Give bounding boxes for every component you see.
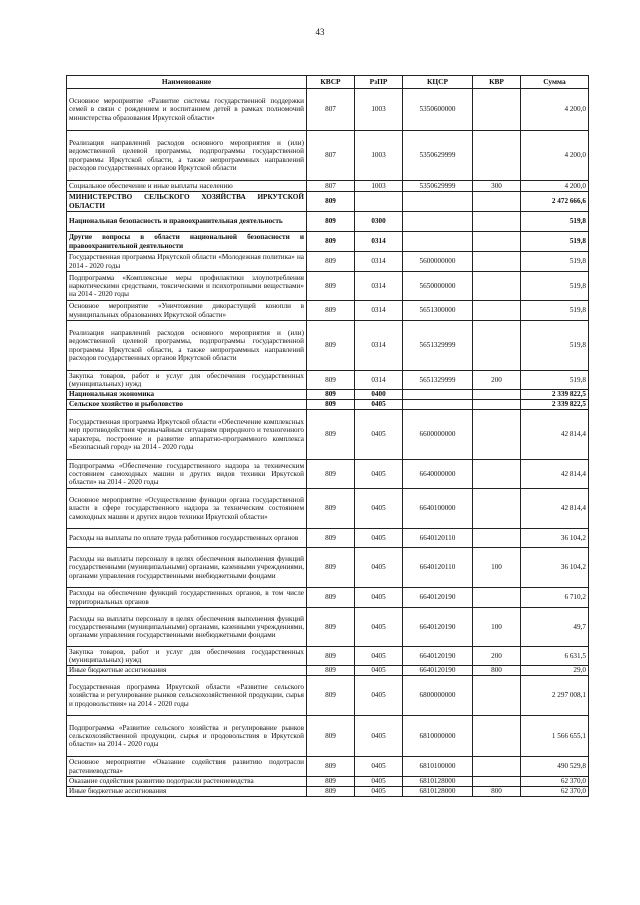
table-row xyxy=(67,410,589,460)
row-kvr xyxy=(473,716,521,757)
row-rzpr: 0314 xyxy=(355,232,403,252)
row-sum: 4 200,0 xyxy=(521,89,589,131)
row-kcsr: 5651329999 xyxy=(403,371,473,390)
row-name: Расходы на выплаты персоналу в целях обеспечения выполнения функций государственными (муниципальными) органами, казенными учреждениями, органами управления государственными внебюджетными фондами xyxy=(67,548,307,588)
row-sum: 490 529,8 xyxy=(521,757,589,777)
row-kcsr: 6640120190 xyxy=(403,647,473,666)
row-kvsr: 809 xyxy=(307,588,355,608)
row-kvr: 800 xyxy=(473,666,521,676)
table-row xyxy=(67,212,589,232)
table-row xyxy=(67,608,589,647)
row-name: Другие вопросы в области национальной безопасности и правоохранительной деятельности xyxy=(67,232,307,252)
table-row xyxy=(67,321,589,371)
row-rzpr: 0405 xyxy=(355,787,403,797)
row-kcsr: 6640120190 xyxy=(403,588,473,608)
row-kvsr: 809 xyxy=(307,212,355,232)
row-name: Государственная программа Иркутской области «Обеспечение комплексных мер противодействия чрезвычайным ситуациям природного и техногенного характера, построение и развитие аппаратно-программного комплекса «Безопасный город» на 2014 - 2020 годы xyxy=(67,410,307,460)
row-name: Основное мероприятие «Оказание содействия развитию подотрасли растениеводства» xyxy=(67,757,307,777)
row-sum: 1 566 655,1 xyxy=(521,716,589,757)
row-rzpr: 0405 xyxy=(355,400,403,410)
column-header-kvsr: КВСР xyxy=(307,76,355,89)
row-rzpr: 0300 xyxy=(355,212,403,232)
row-kvr: 100 xyxy=(473,548,521,588)
row-rzpr: 0400 xyxy=(355,390,403,400)
row-kcsr: 5350600000 xyxy=(403,89,473,131)
row-sum: 62 370,0 xyxy=(521,787,589,797)
row-kvr xyxy=(473,301,521,321)
table-row xyxy=(67,666,589,676)
row-kvsr: 807 xyxy=(307,89,355,131)
row-kvsr: 807 xyxy=(307,131,355,181)
row-kcsr: 6640120190 xyxy=(403,608,473,647)
row-name: Подпрограмма «Развитие сельского хозяйства и регулирование рынков сельскохозяйственной продукции, сырья и продовольствия в Иркутской области» на 2014 - 2020 годы xyxy=(67,716,307,757)
row-sum: 49,7 xyxy=(521,608,589,647)
row-kvr: 100 xyxy=(473,608,521,647)
row-rzpr: 0314 xyxy=(355,252,403,272)
row-kvr xyxy=(473,489,521,529)
row-name: Сельское хозяйство и рыболовство xyxy=(67,400,307,410)
budget-table xyxy=(66,75,589,797)
header-row xyxy=(67,76,589,89)
column-header-rzpr: РзПР xyxy=(355,76,403,89)
row-rzpr: 0405 xyxy=(355,460,403,489)
row-kvsr: 809 xyxy=(307,489,355,529)
row-rzpr: 0314 xyxy=(355,272,403,301)
row-kvr xyxy=(473,676,521,716)
row-sum: 519,8 xyxy=(521,272,589,301)
row-kvsr: 809 xyxy=(307,529,355,548)
table-row xyxy=(67,489,589,529)
row-name: Расходы на обеспечение функций государственных органов, в том числе территориальных органов xyxy=(67,588,307,608)
row-rzpr: 0405 xyxy=(355,548,403,588)
row-sum: 62 370,0 xyxy=(521,777,589,787)
row-name: Национальная безопасность и правоохранительная деятельность xyxy=(67,212,307,232)
row-kcsr: 5600000000 xyxy=(403,252,473,272)
row-sum: 519,8 xyxy=(521,232,589,252)
row-rzpr: 0314 xyxy=(355,321,403,371)
row-name: Расходы на выплаты персоналу в целях обеспечения выполнения функций государственными (муниципальными) органами, казенными учреждениями, органами управления государственными внебюджетными фондами xyxy=(67,608,307,647)
row-kvsr: 809 xyxy=(307,460,355,489)
row-kvsr: 809 xyxy=(307,666,355,676)
row-rzpr: 0405 xyxy=(355,489,403,529)
column-header-name: Наименование xyxy=(67,76,307,89)
row-kcsr: 6640120110 xyxy=(403,548,473,588)
row-name: Расходы на выплаты по оплате труда работников государственных органов xyxy=(67,529,307,548)
row-kvsr: 809 xyxy=(307,301,355,321)
row-sum: 519,8 xyxy=(521,371,589,390)
row-kvsr: 807 xyxy=(307,181,355,192)
row-name: Государственная программа Иркутской области «Молодежная политика» на 2014 - 2020 годы xyxy=(67,252,307,272)
row-sum: 519,8 xyxy=(521,321,589,371)
row-sum: 4 200,0 xyxy=(521,131,589,181)
row-kcsr: 6640100000 xyxy=(403,489,473,529)
row-kvsr: 809 xyxy=(307,371,355,390)
row-sum: 519,8 xyxy=(521,301,589,321)
row-kcsr: 6640120190 xyxy=(403,666,473,676)
row-rzpr: 0405 xyxy=(355,666,403,676)
row-kvr xyxy=(473,131,521,181)
row-sum: 2 472 666,6 xyxy=(521,192,589,212)
row-rzpr: 1003 xyxy=(355,89,403,131)
row-kvsr: 809 xyxy=(307,321,355,371)
row-sum: 6 631,5 xyxy=(521,647,589,666)
row-kvsr: 809 xyxy=(307,608,355,647)
table-row xyxy=(67,787,589,797)
row-name: Оказание содействия развитию подотрасли растениеводства xyxy=(67,777,307,787)
table-row xyxy=(67,548,589,588)
row-kcsr: 6640000000 xyxy=(403,460,473,489)
table-row xyxy=(67,89,589,131)
row-kvsr: 809 xyxy=(307,232,355,252)
column-header-sum: Сумма xyxy=(521,76,589,89)
row-kcsr xyxy=(403,212,473,232)
row-name: Реализация направлений расходов основного мероприятия и (или) ведомственной целевой программы, подпрограммы государственной программы Иркутской области, а также непрограммных направлений расходов государственных органов Иркутской области xyxy=(67,131,307,181)
row-kvsr: 809 xyxy=(307,192,355,212)
table-row xyxy=(67,301,589,321)
row-kvr xyxy=(473,410,521,460)
row-kvsr: 809 xyxy=(307,548,355,588)
row-kvsr: 809 xyxy=(307,400,355,410)
row-kvsr: 809 xyxy=(307,757,355,777)
row-kvsr: 809 xyxy=(307,716,355,757)
row-sum: 519,8 xyxy=(521,212,589,232)
row-rzpr: 0405 xyxy=(355,410,403,460)
row-kvr xyxy=(473,777,521,787)
row-name: Основное мероприятие «Развитие системы государственной поддержки семей в связи с рождением и воспитанием детей в рамках полномочий министерства образования Иркутской области» xyxy=(67,89,307,131)
row-kcsr xyxy=(403,390,473,400)
row-sum: 2 339 822,5 xyxy=(521,400,589,410)
row-kvr xyxy=(473,192,521,212)
row-kvsr: 809 xyxy=(307,777,355,787)
table-row xyxy=(67,131,589,181)
row-kvsr: 809 xyxy=(307,390,355,400)
row-kvsr: 809 xyxy=(307,252,355,272)
row-rzpr: 0405 xyxy=(355,529,403,548)
row-kcsr xyxy=(403,232,473,252)
table-row xyxy=(67,588,589,608)
row-kvr xyxy=(473,529,521,548)
row-kvsr: 809 xyxy=(307,272,355,301)
row-kcsr xyxy=(403,192,473,212)
row-kvsr: 809 xyxy=(307,410,355,460)
row-name: МИНИСТЕРСТВО СЕЛЬСКОГО ХОЗЯЙСТВА ИРКУТСКОЙ ОБЛАСТИ xyxy=(67,192,307,212)
row-kvr: 200 xyxy=(473,647,521,666)
row-name: Основное мероприятие «Осуществление функции органа государственной власти в сфере государственного надзора за техническим состоянием самоходных машин и других видов техники Иркутской области» xyxy=(67,489,307,529)
table-row xyxy=(67,232,589,252)
table-row xyxy=(67,460,589,489)
table-row xyxy=(67,181,589,192)
table-row xyxy=(67,757,589,777)
row-rzpr: 0314 xyxy=(355,371,403,390)
row-name: Подпрограмма «Комплексные меры профилактики злоупотребления наркотическими средствами, токсическими и психотропными веществами» на 2014 - 2020 годы xyxy=(67,272,307,301)
table-row xyxy=(67,676,589,716)
row-kvr xyxy=(473,232,521,252)
table-row xyxy=(67,371,589,390)
row-kvr xyxy=(473,390,521,400)
row-sum: 4 200,0 xyxy=(521,181,589,192)
page-number: 43 xyxy=(315,27,325,37)
row-sum: 6 710,2 xyxy=(521,588,589,608)
row-kvr xyxy=(473,272,521,301)
table-body xyxy=(67,89,589,797)
row-kvr xyxy=(473,252,521,272)
row-rzpr: 0405 xyxy=(355,647,403,666)
row-name: Иные бюджетные ассигнования xyxy=(67,666,307,676)
row-rzpr: 0405 xyxy=(355,676,403,716)
column-header-kcsr: КЦСР xyxy=(403,76,473,89)
row-kvr xyxy=(473,212,521,232)
row-kvr xyxy=(473,321,521,371)
table-header xyxy=(67,76,589,89)
table-row xyxy=(67,777,589,787)
row-kcsr: 6810100000 xyxy=(403,757,473,777)
row-kvsr: 809 xyxy=(307,647,355,666)
table-row xyxy=(67,252,589,272)
row-kvr xyxy=(473,460,521,489)
row-rzpr xyxy=(355,192,403,212)
row-kvsr: 809 xyxy=(307,787,355,797)
row-kcsr: 6810128000 xyxy=(403,787,473,797)
table-row xyxy=(67,716,589,757)
row-sum: 36 104,2 xyxy=(521,548,589,588)
row-kvr: 800 xyxy=(473,787,521,797)
row-sum: 519,8 xyxy=(521,252,589,272)
row-kvr xyxy=(473,588,521,608)
row-kcsr: 6600000000 xyxy=(403,410,473,460)
row-kvsr: 809 xyxy=(307,676,355,716)
row-rzpr: 1003 xyxy=(355,181,403,192)
row-kcsr: 5350629999 xyxy=(403,181,473,192)
row-kcsr: 6810128000 xyxy=(403,777,473,787)
row-name: Закупка товаров, работ и услуг для обеспечения государственных (муниципальных) нужд xyxy=(67,371,307,390)
row-name: Государственная программа Иркутской области «Развитие сельского хозяйства и регулирование рынков сельскохозяйственной продукции, сырья и продовольствия» на 2014 - 2020 годы xyxy=(67,676,307,716)
row-name: Иные бюджетные ассигнования xyxy=(67,787,307,797)
row-sum: 42 814,4 xyxy=(521,460,589,489)
row-kcsr: 5650000000 xyxy=(403,272,473,301)
row-sum: 2 339 822,5 xyxy=(521,390,589,400)
row-kvr: 300 xyxy=(473,181,521,192)
row-name: Закупка товаров, работ и услуг для обеспечения государственных (муниципальных) нужд xyxy=(67,647,307,666)
table-row xyxy=(67,390,589,400)
row-rzpr: 0405 xyxy=(355,757,403,777)
row-sum: 29,0 xyxy=(521,666,589,676)
row-name: Реализация направлений расходов основного мероприятия и (или) ведомственной целевой программы, подпрограммы государственной программы Иркутской области, а также непрограммных направлений расходов государственных органов Иркутской области xyxy=(67,321,307,371)
table-row xyxy=(67,529,589,548)
row-kvr: 200 xyxy=(473,371,521,390)
row-sum: 2 297 008,1 xyxy=(521,676,589,716)
row-rzpr: 0314 xyxy=(355,301,403,321)
row-kvr xyxy=(473,400,521,410)
row-rzpr: 0405 xyxy=(355,716,403,757)
row-kcsr: 6800000000 xyxy=(403,676,473,716)
row-kcsr: 5651329999 xyxy=(403,321,473,371)
row-sum: 42 814,4 xyxy=(521,489,589,529)
table-row xyxy=(67,272,589,301)
row-kcsr: 6810000000 xyxy=(403,716,473,757)
row-rzpr: 1003 xyxy=(355,131,403,181)
row-kvr xyxy=(473,757,521,777)
row-kcsr: 6640120110 xyxy=(403,529,473,548)
table-row xyxy=(67,647,589,666)
row-sum: 36 104,2 xyxy=(521,529,589,548)
row-sum: 42 814,4 xyxy=(521,410,589,460)
row-name: Социальное обеспечение и иные выплаты населению xyxy=(67,181,307,192)
row-kcsr: 5350629999 xyxy=(403,131,473,181)
row-name: Основное мероприятие «Уничтожение дикорастущей конопли в муниципальных образованиях Иркутской области» xyxy=(67,301,307,321)
row-kcsr xyxy=(403,400,473,410)
table-row xyxy=(67,192,589,212)
row-kvr xyxy=(473,89,521,131)
row-rzpr: 0405 xyxy=(355,588,403,608)
table-row xyxy=(67,400,589,410)
column-header-kvr: КВР xyxy=(473,76,521,89)
row-rzpr: 0405 xyxy=(355,777,403,787)
row-kcsr: 5651300000 xyxy=(403,301,473,321)
row-name: Подпрограмма «Обеспечение государственного надзора за техническим состоянием самоходных машин и других видов техники Иркутской области» на 2014 - 2020 годы xyxy=(67,460,307,489)
row-rzpr: 0405 xyxy=(355,608,403,647)
row-name: Национальная экономика xyxy=(67,390,307,400)
